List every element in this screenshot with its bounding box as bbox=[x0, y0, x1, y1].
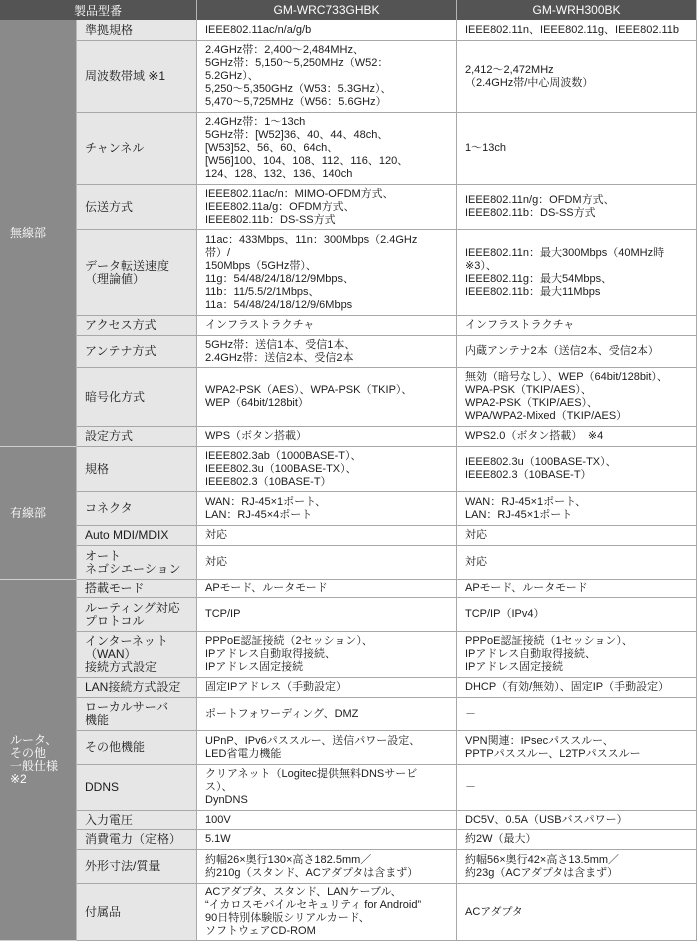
spec-value-line: 90日特別体験版シリアルカード、 bbox=[205, 912, 370, 924]
spec-label: （理論値） bbox=[85, 271, 146, 286]
spec-value-line: WPA2-PSK（AES）、WPA-PSK（TKIP）、 bbox=[205, 384, 413, 396]
spec-label: 準拠規格 bbox=[85, 22, 134, 37]
gm-wrc733ghbk-value-cell bbox=[197, 336, 457, 368]
spec-value-line: UPnP、IPv6パススルー、送信パワー設定、 bbox=[205, 734, 421, 747]
spec-label-cell bbox=[77, 526, 197, 546]
spec-value-line: 内蔵アンテナ2本（送信2本、受信2本） bbox=[465, 345, 659, 357]
spec-value-line: TCP/IP（IPv4） bbox=[465, 608, 545, 620]
category-label: ※2 bbox=[10, 772, 27, 786]
spec-value-line: 1～13ch bbox=[465, 142, 506, 154]
category-label: ルータ、 bbox=[10, 733, 58, 747]
spec-value-line: DHCP（有効/無効）、固定IP（手動設定） bbox=[465, 681, 670, 693]
gm-wrh300bk-value-cell bbox=[457, 230, 697, 316]
gm-wrh300bk-value-cell bbox=[457, 884, 697, 941]
header-model-gm-wrh300bk: GM-WRH300BK bbox=[457, 0, 697, 20]
spec-label: ルーティング対応 bbox=[85, 600, 180, 615]
gm-wrh300bk-value-cell bbox=[457, 678, 697, 698]
spec-value-line: WPS2.0（ボタン搭載） ※4 bbox=[465, 430, 604, 442]
spec-label: 規格 bbox=[85, 461, 110, 476]
gm-wrh300bk-value-cell bbox=[457, 731, 697, 765]
spec-label-cell bbox=[77, 230, 197, 316]
spec-label: チャンネル bbox=[85, 141, 145, 155]
spec-label-cell bbox=[77, 427, 197, 447]
category-cell bbox=[0, 447, 77, 580]
spec-value-line: － bbox=[465, 707, 476, 720]
spec-label: 搭載モード bbox=[85, 581, 145, 595]
spec-label-cell bbox=[77, 368, 197, 427]
spec-value-line: ※3）、 bbox=[465, 259, 497, 272]
spec-value-line: 対応 bbox=[465, 556, 487, 568]
gm-wrh300bk-value-cell bbox=[457, 526, 697, 546]
spec-value-line: IPアドレス自動取得接続、 bbox=[465, 648, 597, 660]
spec-label: LAN接続方式設定 bbox=[85, 680, 181, 694]
spec-value-line: 帯）/ bbox=[205, 246, 231, 259]
spec-value-line: IPアドレス固定接続 bbox=[205, 661, 304, 673]
gm-wrc733ghbk-value-cell bbox=[197, 731, 457, 765]
spec-value-line: ソフトウェアCD-ROM bbox=[205, 925, 316, 937]
spec-label: アクセス方式 bbox=[85, 318, 157, 332]
spec-label: Auto MDI/MDIX bbox=[85, 528, 169, 542]
spec-label-cell bbox=[77, 731, 197, 765]
spec-value-line: 対応 bbox=[205, 529, 227, 541]
spec-value-line: IEEE802.11b：DS-SS方式 bbox=[205, 213, 336, 226]
spec-label-cell bbox=[77, 316, 197, 336]
gm-wrh300bk-value-cell bbox=[457, 368, 697, 427]
header-product-label: 製品型番 bbox=[0, 0, 197, 20]
spec-value-line: ACアダプタ、スタンド、LANケーブル、 bbox=[205, 886, 402, 898]
spec-value-line: PPTPパススルー、L2TPパススルー bbox=[465, 747, 641, 760]
spec-label: 暗号化方式 bbox=[85, 389, 146, 404]
spec-label-cell bbox=[77, 113, 197, 185]
gm-wrc733ghbk-value-cell bbox=[197, 678, 457, 698]
spec-value-line: 2,412～2,472MHz bbox=[465, 63, 554, 76]
gm-wrc733ghbk-value-cell bbox=[197, 765, 457, 811]
spec-value-line: [W56]100、104、108、112、116、120、 bbox=[205, 155, 409, 167]
spec-label: 周波数帯域 ※1 bbox=[85, 69, 166, 83]
spec-label-cell bbox=[77, 20, 197, 41]
spec-value-line: 5,250～5,350GHz（W53：5.3GHz）、 bbox=[205, 83, 392, 95]
gm-wrh300bk-value-cell bbox=[457, 336, 697, 368]
spec-label-cell bbox=[77, 811, 197, 830]
spec-label: DDNS bbox=[85, 780, 120, 794]
spec-value-line: 無効（暗号なし）、WEP（64bit/128bit）、 bbox=[465, 371, 668, 383]
spec-value-line: 5GHz帯：送信1本、受信1本、 bbox=[205, 338, 356, 351]
gm-wrh300bk-value-cell bbox=[457, 41, 697, 113]
spec-label: 外形寸法/質量 bbox=[85, 859, 161, 873]
spec-label-cell bbox=[77, 830, 197, 850]
spec-value-line: APモード、ルータモード bbox=[205, 582, 328, 594]
spec-value-line: 11g：54/48/24/18/12/9Mbps、 bbox=[205, 272, 355, 285]
gm-wrh300bk-value-cell bbox=[457, 113, 697, 185]
gm-wrc733ghbk-value-cell bbox=[197, 113, 457, 185]
spec-value-line: 対応 bbox=[205, 556, 227, 568]
spec-value-line: LAN：RJ-45×1ポート bbox=[465, 508, 573, 521]
gm-wrh300bk-value-cell bbox=[457, 316, 697, 336]
spec-value-line: IPアドレス固定接続 bbox=[465, 661, 564, 673]
spec-label-cell bbox=[77, 492, 197, 526]
gm-wrc733ghbk-value-cell bbox=[197, 884, 457, 941]
gm-wrc733ghbk-value-cell bbox=[197, 447, 457, 492]
spec-label-cell bbox=[77, 884, 197, 941]
spec-value-line: 約幅26×奥行130×高さ182.5mm／ bbox=[205, 853, 372, 866]
spec-value-line: 約2W（最大） bbox=[465, 833, 537, 845]
spec-value-line: IEEE802.3u（100BASE-TX）、 bbox=[465, 456, 617, 468]
header-model-gm-wrc733ghbk: GM-WRC733GHBK bbox=[197, 0, 457, 20]
spec-value-line: DC5V、0.5A（USBバスパワー） bbox=[465, 813, 628, 826]
gm-wrh300bk-value-cell bbox=[457, 492, 697, 526]
gm-wrc733ghbk-value-cell bbox=[197, 230, 457, 316]
spec-value-line: WEP（64bit/128bit） bbox=[205, 397, 309, 409]
spec-label-cell bbox=[77, 698, 197, 731]
spec-label: （WAN） bbox=[85, 647, 137, 661]
gm-wrc733ghbk-value-cell bbox=[197, 830, 457, 850]
spec-label: 付属品 bbox=[85, 904, 122, 919]
gm-wrc733ghbk-value-cell bbox=[197, 632, 457, 678]
spec-label: 入力電圧 bbox=[85, 812, 134, 827]
gm-wrh300bk-value-cell bbox=[457, 811, 697, 830]
spec-value-line: ACアダプタ bbox=[465, 905, 523, 918]
spec-label-cell bbox=[77, 580, 197, 598]
spec-label: 接続方式設定 bbox=[85, 660, 158, 674]
spec-value-line: 11b：11/5.5/2/1Mbps、 bbox=[205, 285, 320, 298]
spec-value-line: IEEE802.11n：最大300Mbps（40MHz時 bbox=[465, 246, 665, 259]
spec-value-line: TCP/IP bbox=[205, 608, 241, 620]
gm-wrh300bk-value-cell bbox=[457, 427, 697, 447]
spec-value-line: WPA2-PSK（TKIP/AES）、 bbox=[465, 397, 599, 409]
spec-value-line: 124、128、132、136、140ch bbox=[205, 168, 353, 180]
category-label: 有線部 bbox=[10, 505, 47, 520]
category-label: その他 bbox=[10, 746, 47, 760]
spec-value-line: 2.4GHz帯：2,400～2,484MHz、 bbox=[205, 44, 364, 56]
spec-value-line: インフラストラクチャ bbox=[465, 319, 575, 331]
gm-wrc733ghbk-value-cell bbox=[197, 185, 457, 230]
spec-label: オート bbox=[85, 548, 122, 563]
gm-wrc733ghbk-value-cell bbox=[197, 20, 457, 41]
spec-value-line: VPN関連：IPsecパススルー、 bbox=[465, 734, 614, 747]
spec-value-line: 固定IPアドレス（手動設定） bbox=[205, 681, 348, 693]
spec-value-line: WPA/WPA2-Mixed（TKIP/AES） bbox=[465, 410, 628, 422]
spec-value-line: インフラストラクチャ bbox=[205, 319, 315, 331]
spec-label-cell bbox=[77, 678, 197, 698]
gm-wrc733ghbk-value-cell bbox=[197, 850, 457, 884]
spec-label: データ転送速度 bbox=[85, 258, 170, 273]
gm-wrc733ghbk-value-cell bbox=[197, 598, 457, 632]
spec-value-line: WPS（ボタン搭載） bbox=[205, 430, 308, 442]
spec-value-line: － bbox=[465, 781, 476, 793]
spec-label-cell bbox=[77, 765, 197, 811]
spec-value-line: PPPoE認証接続（2セッション）、 bbox=[205, 635, 373, 647]
spec-label: その他機能 bbox=[85, 740, 146, 754]
gm-wrh300bk-value-cell bbox=[457, 185, 697, 230]
spec-value-line: 150Mbps（5GHz帯）、 bbox=[205, 259, 317, 272]
gm-wrh300bk-value-cell bbox=[457, 598, 697, 632]
gm-wrc733ghbk-value-cell bbox=[197, 316, 457, 336]
spec-value-line: IEEE802.11n、IEEE802.11g、IEEE802.11b bbox=[465, 23, 680, 36]
spec-value-line: 100V bbox=[205, 813, 231, 826]
spec-value-line: 約210g（スタンド、ACアダプタは含まず） bbox=[205, 866, 419, 879]
spec-label: 伝送方式 bbox=[85, 199, 134, 214]
spec-value-line: IEEE802.11n/g：OFDM方式、 bbox=[465, 194, 615, 206]
spec-label-cell bbox=[77, 41, 197, 113]
gm-wrh300bk-value-cell bbox=[457, 698, 697, 731]
category-cell bbox=[0, 20, 77, 447]
spec-value-line: IEEE802.11b：最大11Mbps bbox=[465, 285, 601, 298]
gm-wrc733ghbk-value-cell bbox=[197, 698, 457, 731]
gm-wrh300bk-value-cell bbox=[457, 830, 697, 850]
spec-value-line: 約23g（ACアダプタは含まず） bbox=[465, 866, 619, 879]
spec-value-line: WAN：RJ-45×1ポート、 bbox=[465, 495, 587, 508]
spec-value-line: IEEE802.11b：DS-SS方式 bbox=[465, 207, 596, 219]
gm-wrc733ghbk-value-cell bbox=[197, 526, 457, 546]
spec-value-line: IEEE802.11ac/n/a/g/b bbox=[205, 23, 312, 36]
gm-wrh300bk-value-cell bbox=[457, 580, 697, 598]
spec-value-line: 5.2GHz）、 bbox=[205, 70, 259, 82]
gm-wrh300bk-value-cell bbox=[457, 20, 697, 41]
spec-label: プロトコル bbox=[85, 613, 145, 628]
spec-value-line: APモード、ルータモード bbox=[465, 582, 588, 594]
spec-value-line: IEEE802.11g：最大54Mbps、 bbox=[465, 272, 613, 285]
category-label: 無線部 bbox=[10, 225, 47, 240]
spec-value-line: ス）、 bbox=[205, 781, 233, 793]
spec-value-line: LED省電力機能 bbox=[205, 747, 282, 760]
gm-wrc733ghbk-value-cell bbox=[197, 427, 457, 447]
category-label: 一般仕様 bbox=[10, 759, 59, 773]
spec-label: アンテナ方式 bbox=[85, 344, 157, 358]
spec-value-line: IEEE802.3ab（1000BASE-T）、 bbox=[205, 449, 362, 462]
spec-value-line: IEEE802.3（10BASE-T） bbox=[205, 475, 332, 488]
spec-label-cell bbox=[77, 850, 197, 884]
spec-value-line: IEEE802.11a/g：OFDM方式、 bbox=[205, 200, 355, 213]
gm-wrh300bk-value-cell bbox=[457, 447, 697, 492]
spec-value-line: 11a：54/48/24/18/12/9/6Mbps bbox=[205, 298, 353, 311]
spec-label: ネゴシエーション bbox=[85, 561, 181, 576]
spec-label-cell bbox=[77, 336, 197, 368]
spec-value-line: 11ac：433Mbps、11n：300Mbps（2.4GHz bbox=[205, 233, 418, 246]
spec-value-line: IEEE802.3（10BASE-T） bbox=[465, 469, 592, 481]
spec-value-line: 2.4GHz帯：送信2本、受信2本 bbox=[205, 351, 354, 364]
spec-value-line: （2.4GHz帯/中心周波数） bbox=[465, 76, 594, 89]
spec-value-line: 5GHz帯：5,150～5,250MHz（W52： bbox=[205, 57, 389, 69]
spec-label: 機能 bbox=[85, 713, 110, 727]
spec-value-line: 5.1W bbox=[205, 833, 231, 845]
gm-wrc733ghbk-value-cell bbox=[197, 580, 457, 598]
spec-value-line: 約幅56×奥行42×高さ13.5mm／ bbox=[465, 853, 620, 866]
gm-wrh300bk-value-cell bbox=[457, 546, 697, 580]
spec-label-cell bbox=[77, 185, 197, 230]
spec-label-cell bbox=[77, 598, 197, 632]
spec-label-cell bbox=[77, 447, 197, 492]
spec-value-line: IEEE802.11ac/n：MIMO-OFDM方式、 bbox=[205, 187, 394, 200]
gm-wrh300bk-value-cell bbox=[457, 850, 697, 884]
spec-value-line: PPPoE認証接続（1セッション）、 bbox=[465, 635, 633, 647]
spec-value-line: DynDNS bbox=[205, 794, 248, 806]
spec-value-line: 対応 bbox=[465, 529, 487, 541]
spec-label: ローカルサーバ bbox=[85, 700, 169, 714]
category-cell bbox=[0, 580, 77, 941]
spec-label-cell bbox=[77, 546, 197, 580]
gm-wrh300bk-value-cell bbox=[457, 632, 697, 678]
spec-value-line: ポートフォワーディング、DMZ bbox=[205, 707, 359, 720]
spec-value-line: “イカロスモバイルセキュリティ for Android” bbox=[205, 899, 422, 911]
spec-label: 消費電力（定格） bbox=[85, 832, 182, 846]
spec-label: インターネット bbox=[85, 634, 168, 648]
spec-value-line: 2.4GHz帯：1～13ch bbox=[205, 116, 306, 128]
spec-value-line: LAN：RJ-45×4ポート bbox=[205, 508, 313, 521]
gm-wrc733ghbk-value-cell bbox=[197, 368, 457, 427]
spec-value-line: WAN：RJ-45×1ポート、 bbox=[205, 495, 327, 508]
gm-wrc733ghbk-value-cell bbox=[197, 546, 457, 580]
spec-value-line: IPアドレス自動取得接続、 bbox=[205, 648, 337, 660]
spec-value-line: IEEE802.3u（100BASE-TX）、 bbox=[205, 462, 357, 475]
spec-label: 設定方式 bbox=[85, 429, 134, 443]
spec-value-line: クリアネット（Logitec提供無料DNSサービ bbox=[205, 768, 418, 780]
spec-value-line: 5,470～5,725MHz（W56：5.6GHz） bbox=[205, 96, 387, 108]
gm-wrh300bk-value-cell bbox=[457, 765, 697, 811]
spec-value-line: 5GHz帯：[W52]36、40、44、48ch、 bbox=[205, 129, 389, 141]
gm-wrc733ghbk-value-cell bbox=[197, 492, 457, 526]
spec-label-cell bbox=[77, 632, 197, 678]
spec-value-line: [W53]52、56、60、64ch、 bbox=[205, 142, 339, 154]
gm-wrc733ghbk-value-cell bbox=[197, 811, 457, 830]
spec-label: コネクタ bbox=[85, 501, 133, 515]
gm-wrc733ghbk-value-cell bbox=[197, 41, 457, 113]
spec-value-line: WPA-PSK（TKIP/AES）、 bbox=[465, 384, 592, 396]
